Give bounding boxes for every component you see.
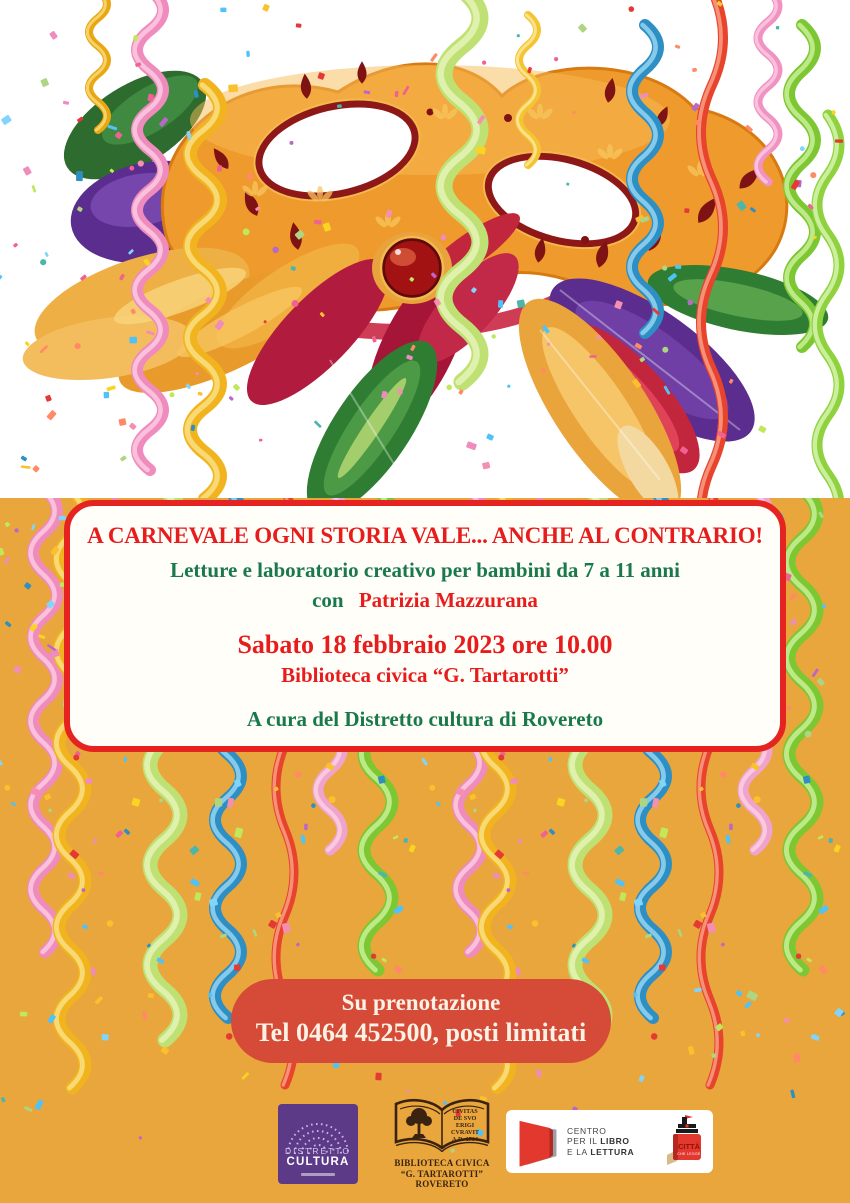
event-subtitle: Letture e laboratorio creativo per bambini da 7 a 11 anni xyxy=(170,558,680,582)
svg-text:CVRAVIT: CVRAVIT xyxy=(450,1129,480,1136)
event-venue: Biblioteca civica “G. Tartarotti” xyxy=(281,663,569,687)
biblioteca-line3: ROVERETO xyxy=(415,1179,469,1190)
with-label: con xyxy=(312,588,344,612)
svg-text:ERIGI: ERIGI xyxy=(455,1122,475,1129)
svg-text:DE SVO: DE SVO xyxy=(453,1115,477,1122)
svg-text:CIVITAS: CIVITAS xyxy=(452,1108,478,1115)
svg-text:CHE LEGGE: CHE LEGGE xyxy=(677,1151,701,1156)
distretto-cultura-logo xyxy=(278,1104,358,1184)
booking-line1: Su prenotazione xyxy=(341,990,501,1015)
open-book-icon xyxy=(390,1096,494,1152)
tree-icon xyxy=(406,1108,432,1138)
centro-line3: E LA LETTURA xyxy=(567,1146,635,1157)
centro-line2: PER IL LIBRO xyxy=(567,1136,630,1147)
event-datetime: Sabato 18 febbraio 2023 ore 10.00 xyxy=(237,630,613,659)
svg-text:CITTÀ: CITTÀ xyxy=(677,1141,701,1151)
svg-text:A.D. 1764: A.D. 1764 xyxy=(452,1136,478,1143)
event-title: A CARNEVALE OGNI STORIA VALE... ANCHE AL CONTRARIO! xyxy=(87,523,763,548)
centro-text xyxy=(567,1126,634,1157)
biblioteca-tartarotti-logo xyxy=(390,1096,494,1188)
event-info-card xyxy=(64,500,786,752)
booking-banner xyxy=(231,979,611,1063)
event-organizer: A cura del Distretto cultura di Rovereto xyxy=(246,707,604,731)
biblioteca-line2: “G. TARTAROTTI” xyxy=(400,1168,484,1179)
booking-line2: Tel 0464 452500, posti limitati xyxy=(255,1018,587,1047)
presenter-line xyxy=(70,588,780,613)
red-book-icon xyxy=(516,1116,560,1168)
presenter-name: Patrizia Mazzurana xyxy=(358,588,538,612)
citta-che-legge-icon xyxy=(665,1115,705,1169)
centro-libro-lettura-logo xyxy=(506,1110,713,1173)
centro-line1: CENTRO xyxy=(567,1126,607,1137)
carnival-mask-illustration xyxy=(0,0,850,498)
biblioteca-line1: BIBLIOTECA CIVICA xyxy=(394,1158,490,1168)
distretto-label: DISTRETTO xyxy=(284,1146,351,1156)
cultura-label: CULTURA xyxy=(286,1156,350,1168)
distretto-tagline-bar xyxy=(301,1173,335,1176)
